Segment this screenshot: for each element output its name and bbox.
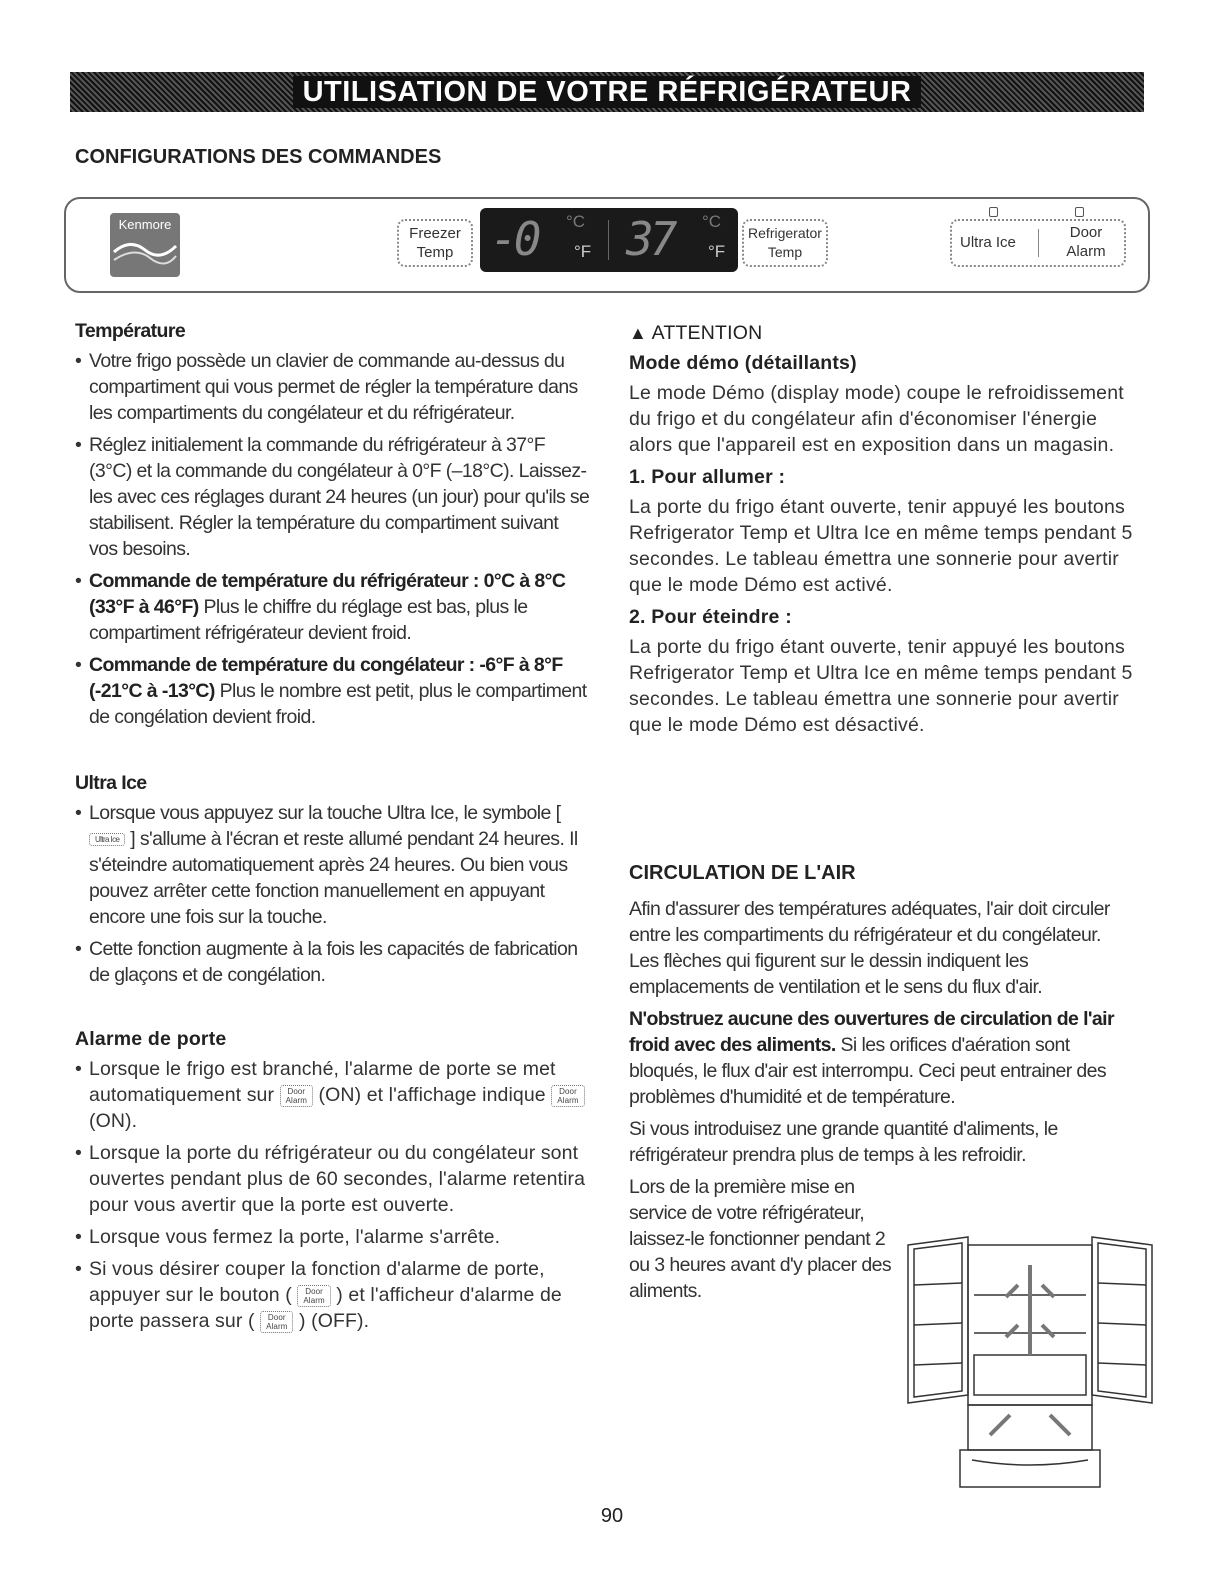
ultra-ice-symbol-icon: Ultra Ice	[89, 833, 125, 846]
door-alarm-symbol-icon: Door Alarm	[297, 1285, 330, 1307]
banner-title: UTILISATION DE VOTRE RÉFRIGÉRATEUR	[293, 76, 922, 108]
air-paragraph: Lors de la première mise en service de votre réfrigérateur, laissez-le fonctionner pendant 2 ou 3 heures avant d'y placer des aliments.	[629, 1176, 892, 1302]
celsius-indicator: °C	[566, 212, 586, 231]
text: ) et l'afficheur d'alarme de porte passera sur (	[89, 1284, 562, 1332]
bold-text: Commande de température du congélateur : -6°F à 8°F (-21°C à -13°C)	[89, 654, 563, 702]
turn-on-text: La porte du frigo étant ouverte, tenir appuyé les boutons Refrigerator Temp et Ultra Ice en même temps pendant 5 secondes. Le tableau émettra une sonnerie pour avertir que le mode Démo est activé.	[629, 496, 1133, 596]
warning-icon: ▲	[629, 323, 648, 343]
text: Plus le chiffre du réglage est bas, plus le compartiment réfrigérateur devient froid.	[89, 596, 528, 644]
demo-mode-heading: Mode démo (détaillants)	[629, 352, 857, 374]
display-divider	[608, 220, 609, 260]
demo-mode-intro: Le mode Démo (display mode) coupe le refroidissement du frigo et du congélateur afin d'économiser l'énergie alors que l'appareil est en exposition dans un magasin.	[629, 382, 1124, 456]
bold-text: N'obstruez aucune des ouvertures de circulation de l'air froid avec des aliments.	[629, 1008, 1114, 1056]
text: Si vous désirer couper la fonction d'alarme de porte, appuyer sur le bouton (	[89, 1258, 545, 1306]
turn-off-text: La porte du frigo étant ouverte, tenir appuyé les boutons Refrigerator Temp et Ultra Ice en même temps pendant 5 secondes. Le tableau émettra une sonnerie pour avertir que le mode Démo est désactivé.	[629, 636, 1133, 736]
door-alarm-button: Door Alarm	[1066, 224, 1106, 260]
text: (ON).	[89, 1110, 138, 1132]
section-title: CONFIGURATIONS DES COMMANDES	[75, 146, 442, 168]
temperature-heading: Température	[75, 320, 186, 342]
ultra-ice-led-icon	[989, 207, 998, 217]
air-paragraph	[629, 1006, 1129, 1110]
ultra-ice-button: Ultra Ice	[960, 234, 1016, 251]
air-paragraph: Si vous introduisez une grande quantité d'aliments, le réfrigérateur prendra plus de temps à les refroidir.	[629, 1118, 1058, 1166]
text: Si les orifices d'aération sont bloqués, le flux d'air est interrompu. Ceci peut entrainer des problèmes d'humidité et de température.	[629, 1034, 1107, 1108]
freezer-temp-button: Freezer Temp	[397, 219, 473, 267]
fahrenheit-indicator: °F	[708, 242, 726, 261]
ultra-ice-heading: Ultra Ice	[75, 772, 147, 794]
temperature-bullet: • Votre frigo possède un clavier de commande au-dessus du compartiment qui vous permet de régler la température dans les compartiments du congélateur et du réfrigérateur.	[75, 348, 590, 426]
door-alarm-bullet	[75, 1256, 590, 1334]
door-alarm-symbol-icon: Door Alarm	[280, 1085, 313, 1107]
temperature-bullet	[75, 652, 590, 730]
air-paragraph: Afin d'assurer des températures adéquates, l'air doit circuler entre les compartiments du réfrigérateur et du congélateur. Les flèches qui figurent sur le dessin indiquent les emplacements de ventilation et le sens du flux d'air.	[629, 898, 1110, 998]
air-circulation-heading: CIRCULATION DE L'AIR	[629, 862, 856, 884]
door-alarm-bullet	[75, 1056, 590, 1134]
door-alarm-bullet: • Lorsque vous fermez la porte, l'alarme s'arrête.	[75, 1224, 590, 1250]
text: Plus le nombre est petit, plus le compartiment de congélation devient froid.	[89, 680, 587, 728]
text: ) (OFF).	[299, 1310, 370, 1332]
control-panel-illustration	[64, 197, 1150, 293]
celsius-indicator: °C	[702, 212, 722, 231]
fahrenheit-indicator: °F	[574, 242, 592, 261]
door-alarm-symbol-icon: Door Alarm	[260, 1311, 293, 1333]
bold-text: Commande de température du réfrigérateur : 0°C à 8°C (33°F à 46°F)	[89, 570, 566, 618]
turn-on-heading: 1. Pour allumer :	[629, 466, 786, 488]
attention-label: ▲ ATTENTION	[629, 322, 763, 344]
door-alarm-heading: Alarme de porte	[75, 1028, 227, 1050]
temperature-bullet: • Réglez initialement la commande du réfrigérateur à 37°F (3°C) et la commande du congélateur à 0°F (–18°C). Laissez-les avec ces réglages durant 24 heures (un jour) pour qu'ils se stabilisent. Régler la température du compartiment suivant vos besoins.	[75, 432, 590, 562]
ultra-ice-door-alarm-buttons	[950, 219, 1126, 267]
kenmore-logo: Kenmore	[110, 213, 180, 277]
refrigerator-temp-button: Refrigerator Temp	[742, 219, 828, 267]
section-banner	[70, 72, 1144, 112]
button-divider	[1038, 229, 1039, 257]
left-column	[75, 318, 590, 1340]
temperature-display	[480, 208, 738, 272]
text: (ON) et l'affichage indique	[318, 1084, 546, 1106]
door-alarm-symbol-icon: Door Alarm	[551, 1085, 584, 1107]
text: ] s'allume à l'écran et reste allumé pendant 24 heures. Il s'éteindre automatiquement après 24 heures. Ou bien vous pouvez arrêter cette fonction manuellement en appuyant encore une fois sur la touche.	[89, 828, 578, 928]
ultra-ice-bullet	[75, 800, 590, 930]
right-column	[629, 320, 1134, 744]
door-alarm-led-icon	[1075, 207, 1084, 217]
turn-off-heading: 2. Pour éteindre :	[629, 606, 792, 628]
page-number: 90	[600, 1505, 624, 1527]
freezer-temp-value: -0	[490, 212, 538, 266]
logo-swoosh-icon	[110, 232, 180, 272]
refrigerator-temp-value: 37	[626, 212, 674, 266]
text: Lorsque le frigo est branché, l'alarme de porte se met automatiquement sur	[89, 1058, 556, 1106]
text: Lorsque vous appuyez sur la touche Ultra Ice, le symbole [	[89, 802, 561, 824]
door-alarm-bullet: • Lorsque la porte du réfrigérateur ou du congélateur sont ouvertes pendant plus de 60 secondes, l'alarme retentira pour vous avertir que la porte est ouverte.	[75, 1140, 590, 1218]
temperature-bullet	[75, 568, 590, 646]
ultra-ice-bullet: • Cette fonction augmente à la fois les capacités de fabrication de glaçons et de congélation.	[75, 936, 590, 988]
refrigerator-airflow-illustration	[900, 1225, 1160, 1490]
